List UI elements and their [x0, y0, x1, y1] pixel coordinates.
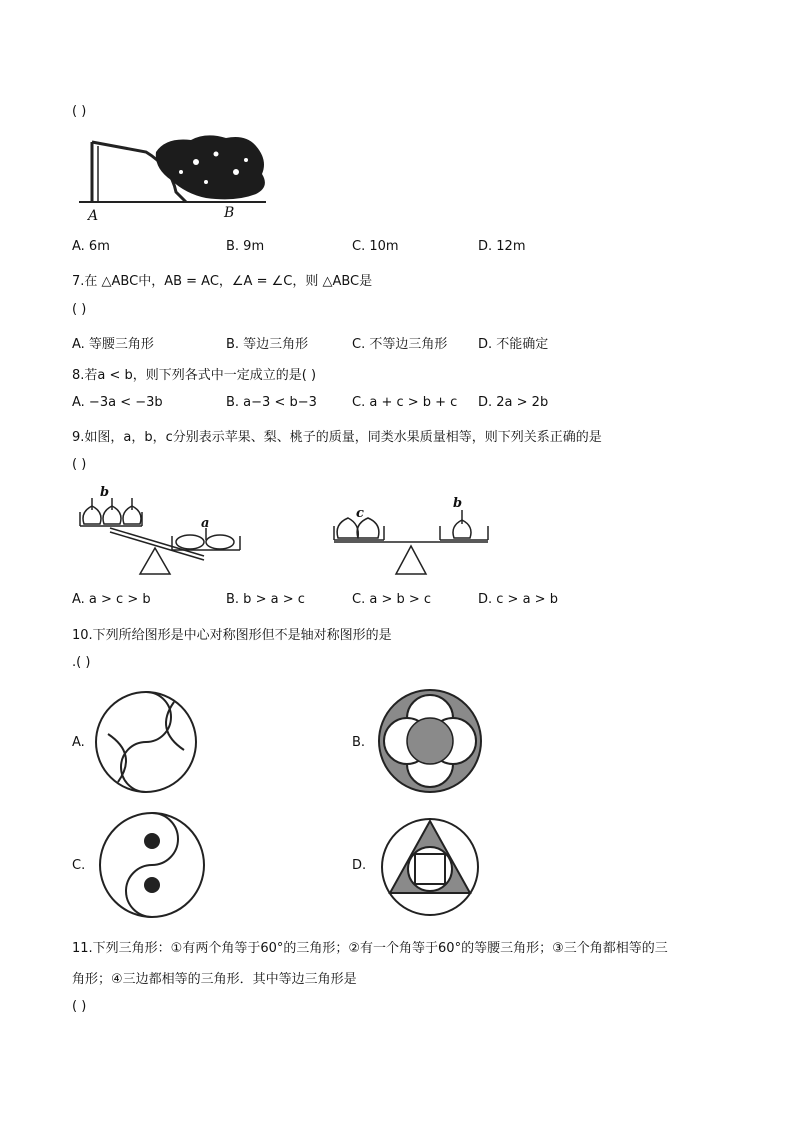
- q8-option-b[interactable]: B. a−3 < b−3: [226, 395, 317, 410]
- q9-option-b[interactable]: B. b > a > c: [226, 592, 305, 607]
- q9-label-c: c: [356, 506, 364, 521]
- q10-figure-b-flower[interactable]: [377, 688, 483, 794]
- q6-bracket: ( ): [72, 104, 87, 119]
- q7-option-b[interactable]: B. 等边三角形: [226, 337, 309, 352]
- q10-figure-c-yinyang[interactable]: [98, 811, 206, 919]
- q10-option-c[interactable]: C.: [72, 858, 86, 873]
- q6-option-b[interactable]: B. 9m: [226, 239, 265, 254]
- q10-option-b[interactable]: B.: [352, 735, 366, 750]
- q6-option-d[interactable]: D. 12m: [478, 239, 526, 254]
- q9-option-d[interactable]: D. c > a > b: [478, 592, 558, 607]
- q8-option-c[interactable]: C. a + c > b + c: [352, 395, 458, 410]
- q9-option-a[interactable]: A. a > c > b: [72, 592, 151, 607]
- q9-label-b2: b: [453, 496, 463, 511]
- q11-stem-line1: 11.下列三角形：①有两个角等于60°的三角形；②有一个角等于60°的等腰三角形；③三个角都相等的三: [72, 941, 668, 956]
- q9-stem: 9.如图，a，b，c分别表示苹果、梨、桃子的质量，同类水果质量相等，则下列关系正确的是: [72, 430, 602, 445]
- q10-figure-d-triangle[interactable]: [380, 817, 480, 917]
- q7-option-a[interactable]: A. 等腰三角形: [72, 337, 154, 352]
- q8-stem: 8.若a < b，则下列各式中一定成立的是( ): [72, 368, 317, 383]
- q10-option-d[interactable]: D.: [352, 858, 367, 873]
- q7-option-d[interactable]: D. 不能确定: [478, 337, 549, 352]
- q7-option-c[interactable]: C. 不等边三角形: [352, 337, 448, 352]
- q9-label-a: a: [201, 516, 210, 531]
- q10-stem: 10.下列所给图形是中心对称图形但不是轴对称图形的是: [72, 628, 392, 643]
- q8-option-a[interactable]: A. −3a < −3b: [72, 395, 163, 410]
- q6-label-b: B: [224, 205, 235, 221]
- q7-stem: 7.在 △ABC中，AB = AC，∠A = ∠C，则 △ABC是: [72, 274, 373, 289]
- q11-stem-line2: 角形；④三边都相等的三角形．其中等边三角形是: [72, 972, 357, 987]
- q9-option-c[interactable]: C. a > b > c: [352, 592, 432, 607]
- q10-option-a[interactable]: A.: [72, 735, 85, 750]
- q11-bracket: ( ): [72, 999, 87, 1014]
- q8-option-d[interactable]: D. 2a > 2b: [478, 395, 549, 410]
- q6-option-c[interactable]: C. 10m: [352, 239, 399, 254]
- q6-option-a[interactable]: A. 6m: [72, 239, 110, 254]
- q6-tree-figure: [76, 132, 276, 222]
- q9-bracket: ( ): [72, 457, 87, 472]
- q7-bracket: ( ): [72, 302, 87, 317]
- q9-label-b1: b: [100, 485, 110, 500]
- q10-figure-a-swirl[interactable]: [94, 690, 198, 794]
- q10-bracket: .( ): [72, 655, 91, 670]
- q6-label-a: A: [88, 208, 99, 224]
